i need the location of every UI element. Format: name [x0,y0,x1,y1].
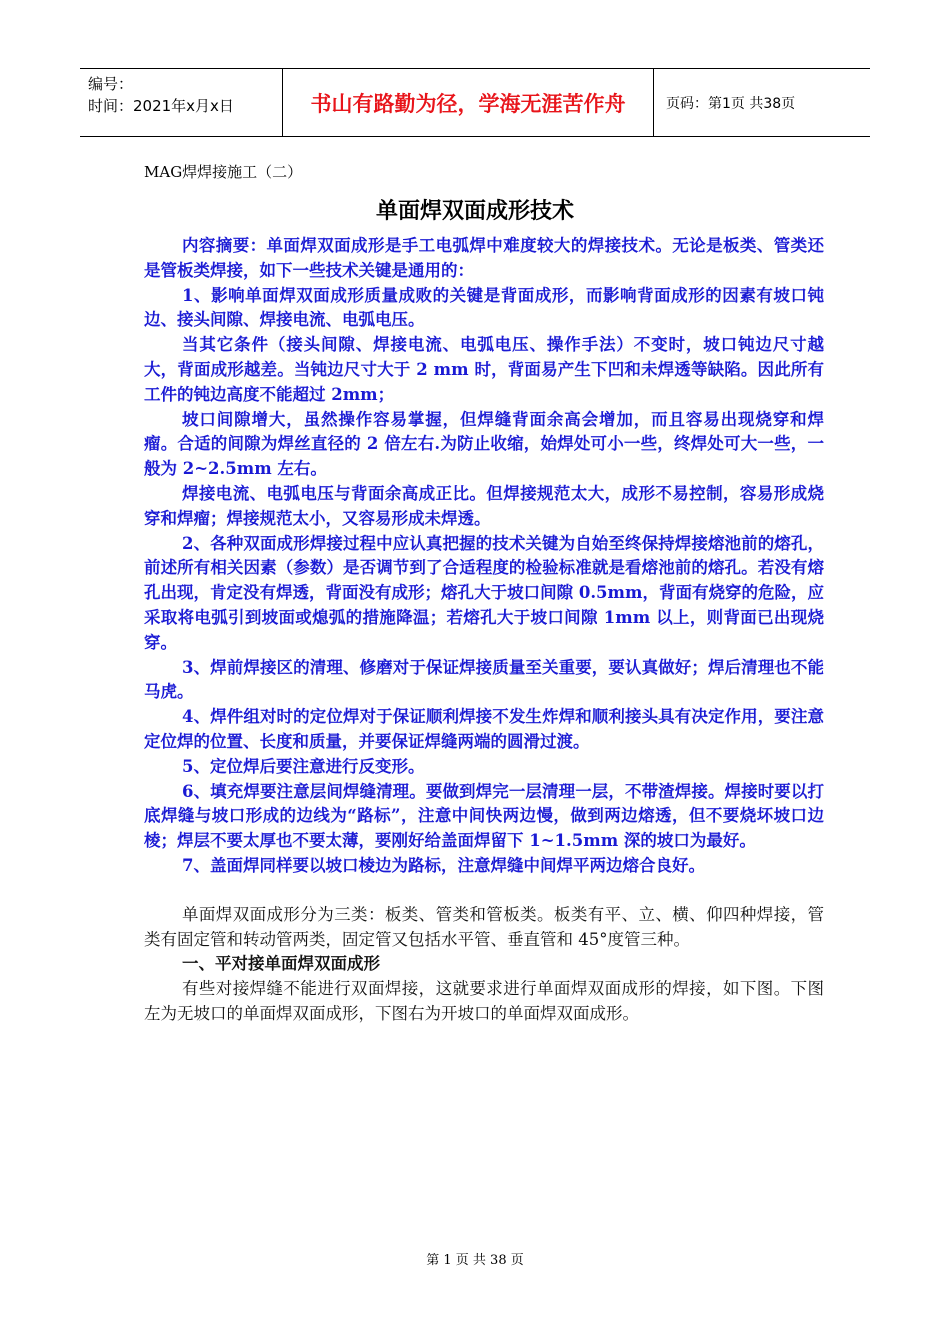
summary-paragraph: 焊接电流、电弧电压与背面余高成正比。但焊接规范太大，成形不易控制，容易形成烧穿和焊瘤；焊接规范太小，又容易形成未焊透。 [144,483,824,528]
summary-paragraph: 4、焊件组对时的定位焊对于保证顺利焊接不发生炸焊和顺利接头具有决定作用，要注意定位焊的位置、长度和质量，并要保证焊缝两端的圆滑过渡。 [144,707,824,751]
summary-paragraph: 1、影响单面焊双面成形质量成败的关键是背面成形，而影响背面成形的因素有坡口钝边、接头间隙、焊接电流、电弧电压。 [144,285,824,330]
summary-paragraph: 当其它条件（接头间隙、焊接电流、电弧电压、操作手法）不变时，坡口钝边尺寸越大，背面成形越差。当钝边尺寸大于 2 mm 时，背面易产生下凹和未焊透等缺陷。因此所有工件的钝边高度不能超过 2mm； [144,335,824,404]
doc-body [144,234,824,1027]
section-paragraph: 有些对接焊缝不能进行双面焊接，这就要求进行单面焊双面成形的焊接，如下图。下图左为无坡口的单面焊双面成形，下图右为开坡口的单面焊双面成形。 [144,979,824,1023]
number-label: 编号： [88,75,134,93]
body-paragraph: 单面焊双面成形分为三类：板类、管类和管板类。板类有平、立、横、仰四种焊接，管类有固定管和转动管两类，固定管又包括水平管、垂直管和 45°度管三种。 [144,904,824,949]
header-page-info: 页码：第1页 共38页 [666,95,796,112]
summary-paragraph: 3、焊前焊接区的清理、修磨对于保证焊接质量至关重要，要认真做好；焊后清理也不能马虎。 [144,657,824,702]
page-footer: 第 1 页 共 38 页 [426,1253,524,1268]
time-label: 时间：2021年x月x日 [88,97,234,115]
summary-paragraph: 2、各种双面成形焊接过程中应认真把握的技术关键为自始至终保持焊接熔池前的熔孔，前述所有相关因素（参数）是否调节到了合适程度的检验标准就是看熔池前的熔孔。若没有熔孔出现，肯定没有焊透，背面没有成形；熔孔大于坡口间隙 0.5mm，背面有烧穿的危险，应采取将电弧引到坡面或熄弧的措施降温；若熔孔大于坡口间隙 1mm 以上，则背面已出现烧穿。 [144,533,824,652]
summary-paragraph: 内容摘要：单面焊双面成形是手工电弧焊中难度较大的焊接技术。无论是板类、管类还是管板类焊接，如下一些技术关键是通用的： [144,236,824,280]
summary-paragraph: 坡口间隙增大，虽然操作容易掌握，但焊缝背面余高会增加，而且容易出现烧穿和焊瘤。合适的间隙为焊丝直径的 2 倍左右.为防止收缩，始焊处可小一些，终焊处可大一些，一般为 2~2.5mm 左右。 [144,409,824,479]
section-heading: 一、平对接单面焊双面成形 [182,954,380,974]
summary-paragraph: 5、定位焊后要注意进行反变形。 [182,756,425,776]
summary-paragraph: 7、盖面焊同样要以坡口棱边为路标，注意焊缝中间焊平两边熔合良好。 [182,855,705,875]
header-table [80,68,870,137]
doc-title: 单面焊双面成形技术 [375,199,574,224]
doc-subtitle: MAG焊焊接施工（二） [144,163,303,181]
header-meta [80,69,282,136]
spacer [144,879,824,903]
summary-paragraph: 6、填充焊要注意层间焊缝清理。要做到焊完一层清理一层，不带渣焊接。焊接时要以打底焊缝与坡口形成的边线为“路标”，注意中间快两边慢，做到两边熔透，但不要烧坏坡口边棱；焊层不要太厚也不要太薄，要刚好给盖面焊留下 1~1.5mm 深的坡口为最好。 [144,781,824,851]
header-motto: 书山有路勤为径，学海无涯苦作舟 [282,69,654,136]
